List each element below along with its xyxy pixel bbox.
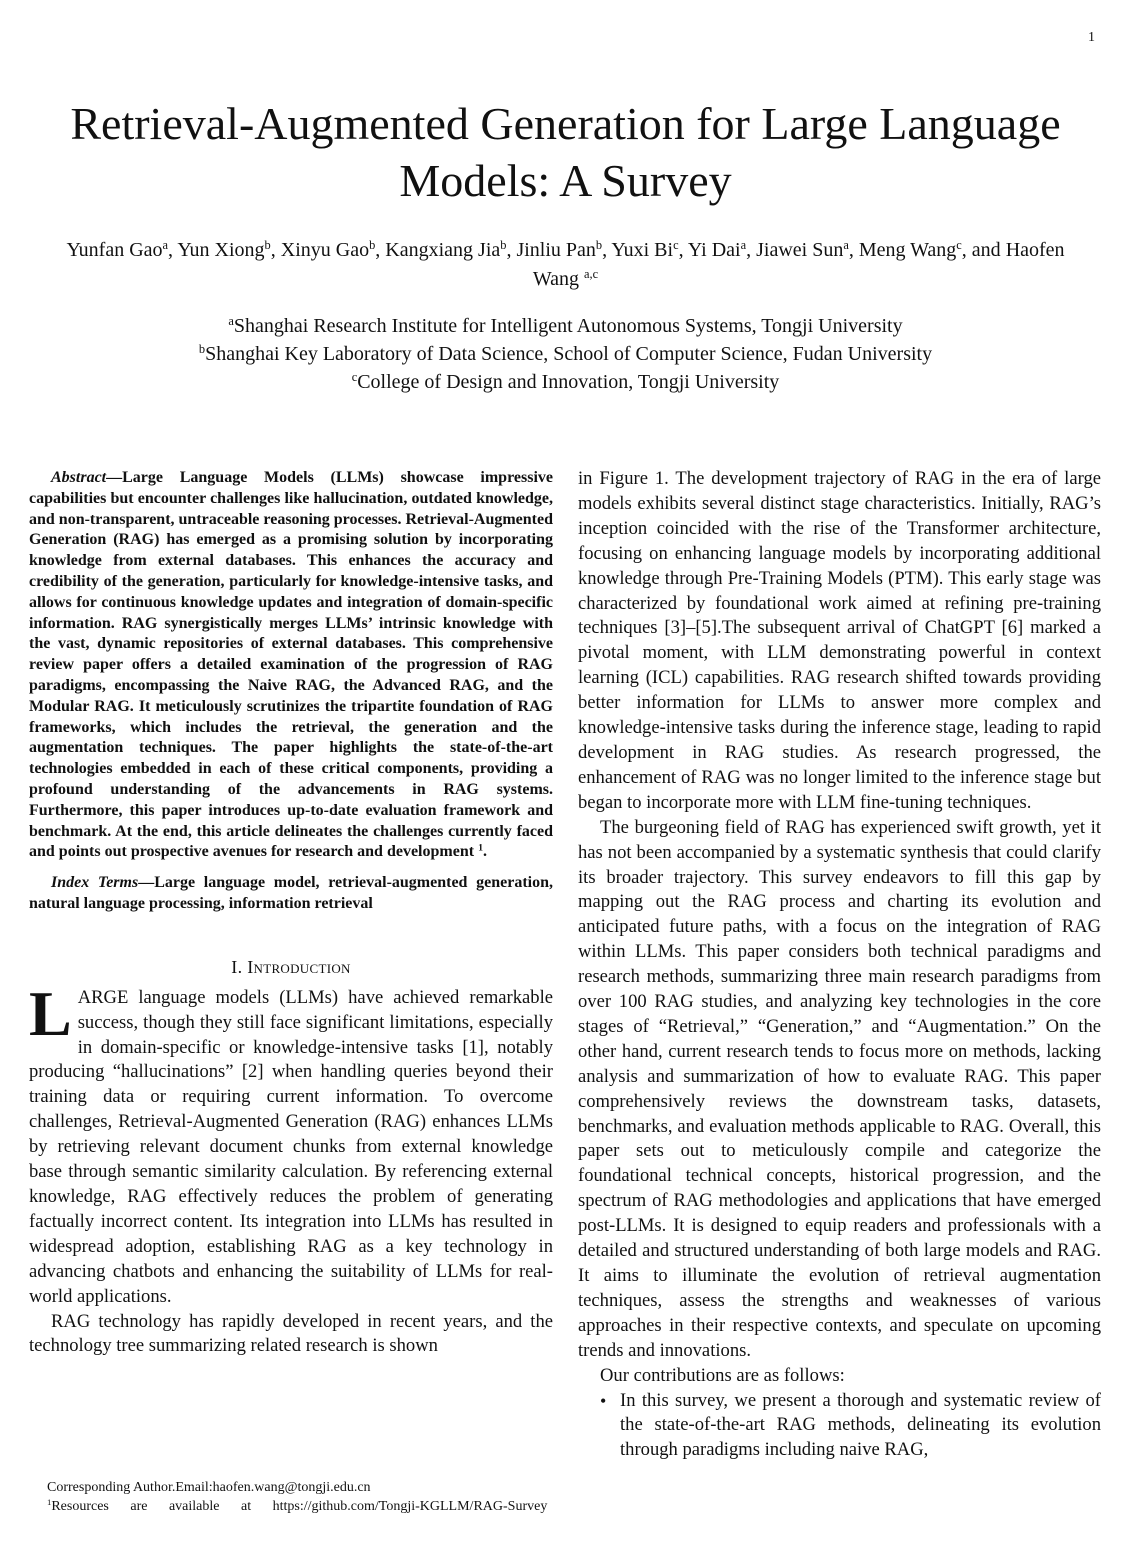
resources-footnote-text: Resources are available at https://github.com/Tongji-KGLLM/RAG-Survey xyxy=(51,1499,548,1514)
abstract xyxy=(29,468,553,863)
abstract-footnote-mark: 1 xyxy=(478,842,484,854)
intro-paragraph-1-text: ARGE language models (LLMs) have achieved remarkable success, though they still face significant limitations, especially in domain-specific or knowledge-intensive tasks [1], notably producing “hallucinations” [2] when handling queries beyond their training data or requiring current information. To overcome challenges, Retrieval-Augmented Generation (RAG) enhances LLMs by retrieving relevant document chunks from external knowledge base through semantic similarity calculation. By referencing external knowledge, RAG effectively reduces the problem of generating factually incorrect content. Its integration into LLMs has resulted in widespread adoption, establishing RAG as a key technology in advancing chatbots and enhancing the suitability of LLMs for real-world applications. xyxy=(29,986,553,1307)
author-affiliation-mark: a xyxy=(740,238,747,253)
author-affiliation-mark: b xyxy=(369,238,376,253)
intro-paragraph-2: RAG technology has rapidly developed in recent years, and the technology tree summarizing related research is shown xyxy=(29,1310,553,1357)
author-affiliation-mark: c xyxy=(956,238,962,253)
author-name: Jiawei Sun xyxy=(756,239,844,261)
contributions-list xyxy=(578,1389,1101,1464)
resources-footnote-mark: 1 xyxy=(47,1497,52,1508)
author-affiliation-mark: a xyxy=(162,238,169,253)
right-paragraph-1: in Figure 1. The development trajectory of RAG in the era of large models exhibits several distinct stage characteristics. Initially, RAG’s inception coincided with the rise of the Transformer architecture, focusing on enhancing language models by incorporating additional knowledge through Pre-Training Models (PTM). This early stage was characterized by foundational work aimed at refining pre-training techniques [3]–[5].The subsequent arrival of ChatGPT [6] marked a pivotal moment, with LLM demonstrating powerful in context learning (ICL) capabilities. RAG research shifted towards providing better information for LLMs to answer more complex and knowledge-intensive tasks during the inference stage, leading to rapid development in RAG studies. As research progressed, the enhancement of RAG was no longer limited to the inference stage but began to incorporate more with LLM fine-tuning techniques. xyxy=(578,468,1101,813)
author-list: Yunfan Gao$^a$, Yun Xiong$^b$, Xinyu Gao$^b$, Kangxiang Jia$^b$, Jinliu Pan$^b$, Yuxi Bi$^c$, Yi Dai$^a$, Jiawei Sun$^a$, Meng Wang$^c$, and Haofen Wang $^{a,c}$ xyxy=(66,238,1065,290)
section-number: I. xyxy=(231,956,243,977)
affiliation-text: Shanghai Research Institute for Intelligent Autonomous Systems, Tongji University xyxy=(233,315,903,337)
author-affiliation-mark: a xyxy=(843,238,849,253)
author-name: Xinyu Gao xyxy=(280,239,370,261)
author-affiliation-mark: b xyxy=(595,238,603,253)
footnotes xyxy=(29,1478,553,1516)
abstract-end: . xyxy=(483,843,488,861)
author-name: Yunfan Gao xyxy=(66,239,163,261)
index-terms-dash: — xyxy=(138,874,155,892)
affiliation-mark: b xyxy=(198,342,206,357)
author-affiliation-mark: b xyxy=(264,238,271,253)
affiliation-line xyxy=(0,312,1131,340)
paper-title: Retrieval-Augmented Generation for Large Language Models: A Survey xyxy=(70,98,1061,206)
affiliation-line xyxy=(0,340,1131,368)
index-terms xyxy=(29,873,553,915)
author-name: Jinliu Pan xyxy=(516,239,596,261)
author-affiliation-mark: b xyxy=(500,238,507,253)
abstract-text: Large Language Models (LLMs) showcase impressive capabilities but encounter challenges like hallucination, outdated knowledge, and non-transparent, untraceable reasoning processes. Retrieval-Augmented Generation (RAG) has emerged as a promising solution by incorporating knowledge from external databases. This enhances the accuracy and credibility of the generation, particularly for knowledge-intensive tasks, and allows for continuous knowledge updates and integration of domain-specific information. RAG synergistically merges LLMs’ intrinsic knowledge with the vast, dynamic repositories of external databases. This comprehensive review paper offers a detailed examination of the progression of RAG paradigms, encompassing the Naive RAG, the Advanced RAG, and the Modular RAG. It meticulously scrutinizes the tripartite foundation of RAG frameworks, which includes the retrieval, the generation and the augmentation techniques. The paper highlights the state-of-the-art technologies embedded in each of these critical components, providing a profound understanding of the advancements in RAG systems. Furthermore, this paper introduces up-to-date evaluation framework and benchmark. At the end, this article delineates the challenges currently faced and points out prospective avenues for research and development xyxy=(29,469,553,861)
author-name: Yun Xiong xyxy=(177,239,265,261)
affiliation-mark: c xyxy=(351,370,358,385)
right-paragraph-2: The burgeoning field of RAG has experienced swift growth, yet it has not been accompanied by a systematic synthesis that could clarify its broader trajectory. This survey endeavors to fill this gap by mapping out the RAG process and charting its evolution and anticipated future paths, with a focus on the integration of RAG within LLMs. This paper considers both technical paradigms and research methods, summarizing three main research paradigms from over 100 RAG studies, and analyzing key technologies in the core stages of “Retrieval,” “Generation,” and “Augmentation.” On the other hand, current research tends to focus more on methods, lacking analysis and summarization of how to evaluate RAG. This paper comprehensively reviews the downstream tasks, datasets, benchmarks, and evaluation methods applicable to RAG. Overall, this paper sets out to meticulously compile and categorize the foundational technical concepts, historical progression, and the spectrum of RAG methodologies and applications that have emerged post-LLMs. It is designed to equip readers and professionals with a detailed and structured understanding of both large models and RAG. It aims to illuminate the evolution of retrieval augmentation techniques, assess the strengths and weaknesses of various approaches in their respective contexts, and speculate on upcoming trends and innovations. xyxy=(578,816,1101,1361)
author-affiliation-mark: a,c xyxy=(584,267,599,282)
affiliation-line xyxy=(0,368,1131,396)
author-name: Haofen Wang xyxy=(532,239,1065,290)
abstract-label: Abstract xyxy=(51,469,107,486)
abstract-dash: — xyxy=(106,469,123,486)
corresponding-author-note: Corresponding Author.Email:haofen.wang@tongji.edu.cn xyxy=(47,1480,371,1495)
author-affiliation-mark: c xyxy=(673,238,679,253)
contribution-item: • In this survey, we present a thorough and systematic review of the state-of-the-art RAG methods, delineating its evolution through paradigms including naive RAG, xyxy=(620,1389,1101,1464)
affiliation-list xyxy=(0,312,1131,396)
affiliation-mark: a xyxy=(228,314,234,329)
author-name: Yuxi Bi xyxy=(611,239,674,261)
right-column xyxy=(578,467,1101,1463)
author-name: Kangxiang Jia xyxy=(385,239,501,261)
dropcap-letter: L xyxy=(29,977,72,1049)
left-column xyxy=(29,468,553,1359)
index-terms-text: Large language model, retrieval-augmented generation, natural language processing, information retrieval xyxy=(29,874,554,912)
intro-paragraph-1 xyxy=(29,977,553,1310)
section-heading-introduction xyxy=(29,957,553,978)
author-name: Meng Wang xyxy=(858,239,957,261)
affiliation-text: College of Design and Innovation, Tongji University xyxy=(357,371,780,393)
affiliation-text: Shanghai Key Laboratory of Data Science, School of Computer Science, Fudan University xyxy=(205,343,933,365)
index-terms-label: Index Terms xyxy=(51,874,139,892)
contributions-intro: Our contributions are as follows: xyxy=(600,1364,845,1386)
author-name: Yi Dai xyxy=(687,239,741,261)
page-number: 1 xyxy=(1088,30,1095,45)
resources-footnote xyxy=(29,1497,553,1516)
section-title: Introduction xyxy=(247,956,351,977)
